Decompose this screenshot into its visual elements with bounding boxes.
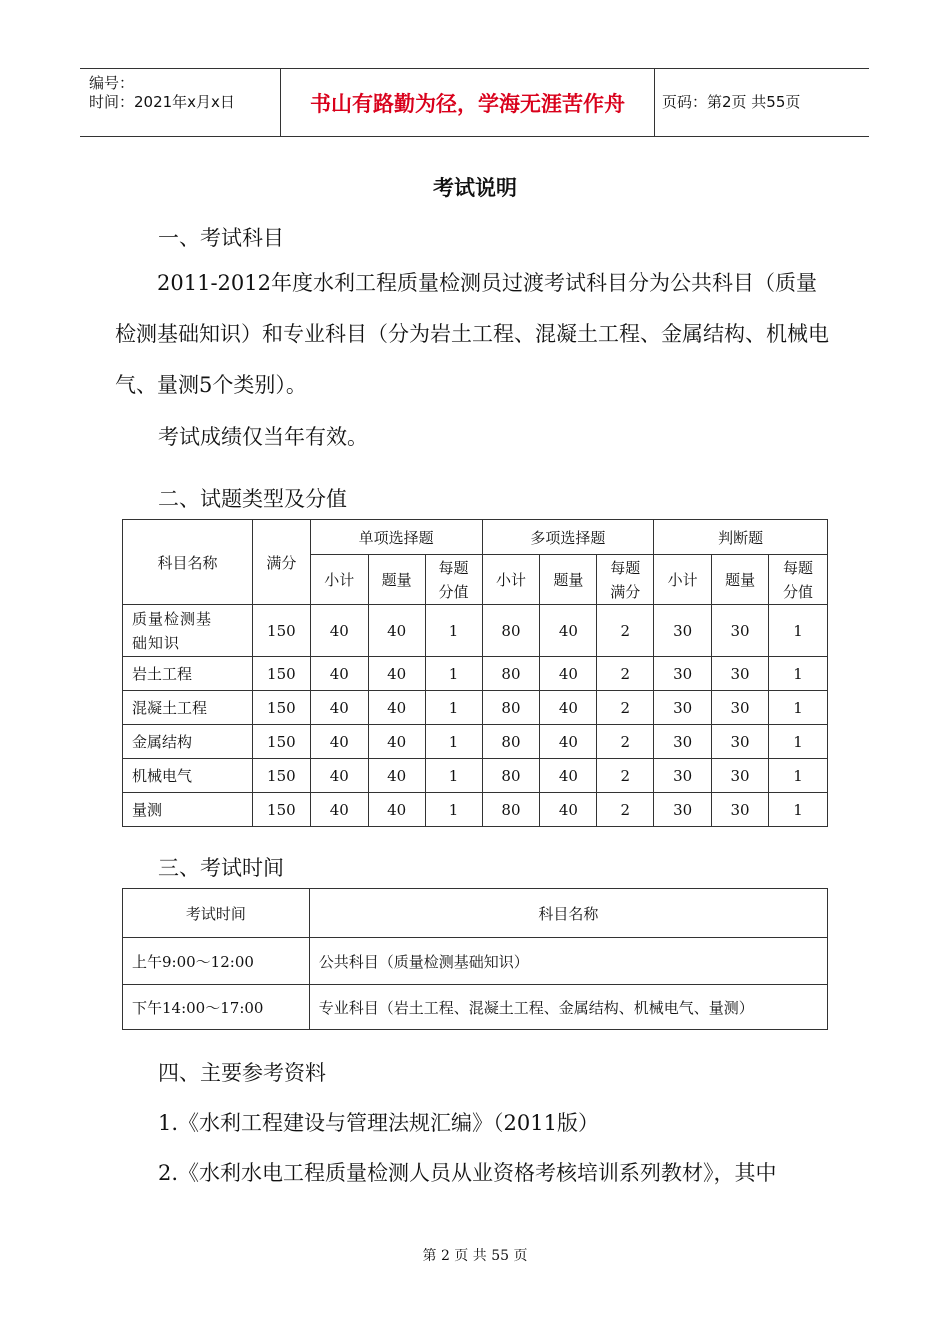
time-cell: 下午14:00～17:00 — [123, 985, 310, 1030]
table-cell: 30 — [654, 605, 712, 657]
table-row — [123, 725, 828, 759]
reference-item: 1.《水利工程建设与管理法规汇编》（2011版） — [158, 1111, 599, 1135]
table-cell: 80 — [482, 793, 540, 827]
header-exam-time: 考试时间 — [123, 889, 310, 938]
row-subject: 量测 — [123, 793, 253, 827]
table-cell: 150 — [252, 657, 310, 691]
table-cell: 40 — [540, 691, 597, 725]
table-cell: 80 — [482, 691, 540, 725]
table-cell: 150 — [252, 725, 310, 759]
table-cell: 1 — [769, 691, 828, 725]
table-cell: 40 — [310, 605, 368, 657]
table-row — [123, 759, 828, 793]
table-cell: 40 — [310, 793, 368, 827]
table-cell: 80 — [482, 605, 540, 657]
row-subject: 质量检测基础知识 — [123, 605, 253, 657]
table-cell: 40 — [368, 605, 425, 657]
row-subject: 金属结构 — [123, 725, 253, 759]
table-cell: 1 — [769, 759, 828, 793]
header-single-choice: 单项选择题 — [310, 520, 482, 555]
table-cell: 30 — [712, 657, 769, 691]
subheader-cell: 题量 — [540, 555, 597, 605]
table-cell: 40 — [310, 657, 368, 691]
table-cell: 40 — [368, 657, 425, 691]
subheader-cell: 小计 — [482, 555, 540, 605]
header-full-score: 满分 — [252, 520, 310, 605]
table-cell: 1 — [425, 793, 482, 827]
table-cell: 40 — [310, 759, 368, 793]
subheader-cell: 每题满分 — [597, 555, 654, 605]
table-cell: 30 — [712, 605, 769, 657]
table-cell: 1 — [425, 759, 482, 793]
table-cell: 150 — [252, 793, 310, 827]
table-cell: 2 — [597, 725, 654, 759]
table-cell: 80 — [482, 759, 540, 793]
row-subject: 机械电气 — [123, 759, 253, 793]
table-cell: 30 — [654, 759, 712, 793]
table-cell: 80 — [482, 657, 540, 691]
section-heading-subjects: 一、考试科目 — [158, 226, 284, 250]
subheader-cell: 小计 — [310, 555, 368, 605]
subheader-cell: 小计 — [654, 555, 712, 605]
table-cell: 30 — [654, 793, 712, 827]
section-heading-time: 三、考试时间 — [158, 856, 284, 880]
table-cell: 30 — [712, 793, 769, 827]
table-cell: 150 — [252, 605, 310, 657]
table-cell: 2 — [597, 759, 654, 793]
reference-item: 2.《水利水电工程质量检测人员从业资格考核培训系列教材》，其中 — [158, 1161, 777, 1185]
table-row — [123, 691, 828, 725]
table-cell: 30 — [712, 725, 769, 759]
table-cell: 40 — [368, 691, 425, 725]
header-motto: 书山有路勤为径，学海无涯苦作舟 — [280, 69, 655, 136]
table-row — [123, 985, 828, 1030]
table-cell: 30 — [654, 725, 712, 759]
table-cell: 40 — [540, 725, 597, 759]
number-label: 编号： — [89, 74, 135, 92]
table-cell: 30 — [654, 691, 712, 725]
time-table — [122, 888, 828, 1030]
table-cell: 2 — [597, 657, 654, 691]
table-cell: 1 — [425, 605, 482, 657]
section-heading-references: 四、主要参考资料 — [158, 1061, 326, 1085]
table-cell: 40 — [310, 725, 368, 759]
table-cell: 40 — [540, 759, 597, 793]
table-cell: 40 — [310, 691, 368, 725]
table-cell: 1 — [769, 605, 828, 657]
header-multi-choice: 多项选择题 — [482, 520, 654, 555]
table-cell: 2 — [597, 605, 654, 657]
table-cell: 40 — [540, 793, 597, 827]
score-table — [122, 519, 828, 827]
table-cell: 1 — [425, 691, 482, 725]
table-cell: 30 — [712, 759, 769, 793]
section-heading-score: 二、试题类型及分值 — [158, 487, 347, 511]
time-cell: 上午9:00～12:00 — [123, 938, 310, 985]
table-cell: 1 — [769, 725, 828, 759]
table-cell: 40 — [540, 657, 597, 691]
page-title: 考试说明 — [433, 176, 517, 200]
subheader-cell: 每题分值 — [769, 555, 828, 605]
row-subject: 混凝土工程 — [123, 691, 253, 725]
table-cell: 150 — [252, 691, 310, 725]
table-cell: 2 — [597, 691, 654, 725]
table-cell: 40 — [368, 793, 425, 827]
table-cell: 30 — [654, 657, 712, 691]
table-cell: 40 — [368, 759, 425, 793]
page-header — [80, 68, 869, 137]
table-cell: 1 — [425, 657, 482, 691]
page-footer: 第 2 页 共 55 页 — [422, 1248, 528, 1264]
table-row — [123, 605, 828, 657]
table-cell: 40 — [368, 725, 425, 759]
table-cell: 2 — [597, 793, 654, 827]
header-subject-name: 科目名称 — [309, 889, 827, 938]
subjects-paragraph: 2011-2012年度水利工程质量检测员过渡考试科目分为公共科目（质量检测基础知识）和专业科目（分为岩土工程、混凝土工程、金属结构、机械电气、量测5个类别）。 — [115, 271, 829, 397]
header-page-label: 页码：第2页 共55页 — [662, 93, 801, 111]
subheader-cell: 题量 — [368, 555, 425, 605]
table-cell: 1 — [769, 657, 828, 691]
time-label: 时间：2021年x月x日 — [89, 93, 235, 111]
table-cell: 80 — [482, 725, 540, 759]
table-cell: 1 — [769, 793, 828, 827]
table-cell: 1 — [425, 725, 482, 759]
table-row — [123, 938, 828, 985]
subheader-cell: 每题分值 — [425, 555, 482, 605]
table-cell: 30 — [712, 691, 769, 725]
header-judge: 判断题 — [654, 520, 828, 555]
subheader-cell: 题量 — [712, 555, 769, 605]
row-subject: 岩土工程 — [123, 657, 253, 691]
table-row — [123, 793, 828, 827]
validity-note: 考试成绩仅当年有效。 — [158, 425, 368, 449]
subject-cell: 专业科目（岩土工程、混凝土工程、金属结构、机械电气、量测） — [309, 985, 827, 1030]
table-cell: 40 — [540, 605, 597, 657]
table-cell: 150 — [252, 759, 310, 793]
table-row — [123, 657, 828, 691]
header-meta — [80, 69, 280, 136]
header-subject: 科目名称 — [123, 520, 253, 605]
subject-cell: 公共科目（质量检测基础知识） — [309, 938, 827, 985]
